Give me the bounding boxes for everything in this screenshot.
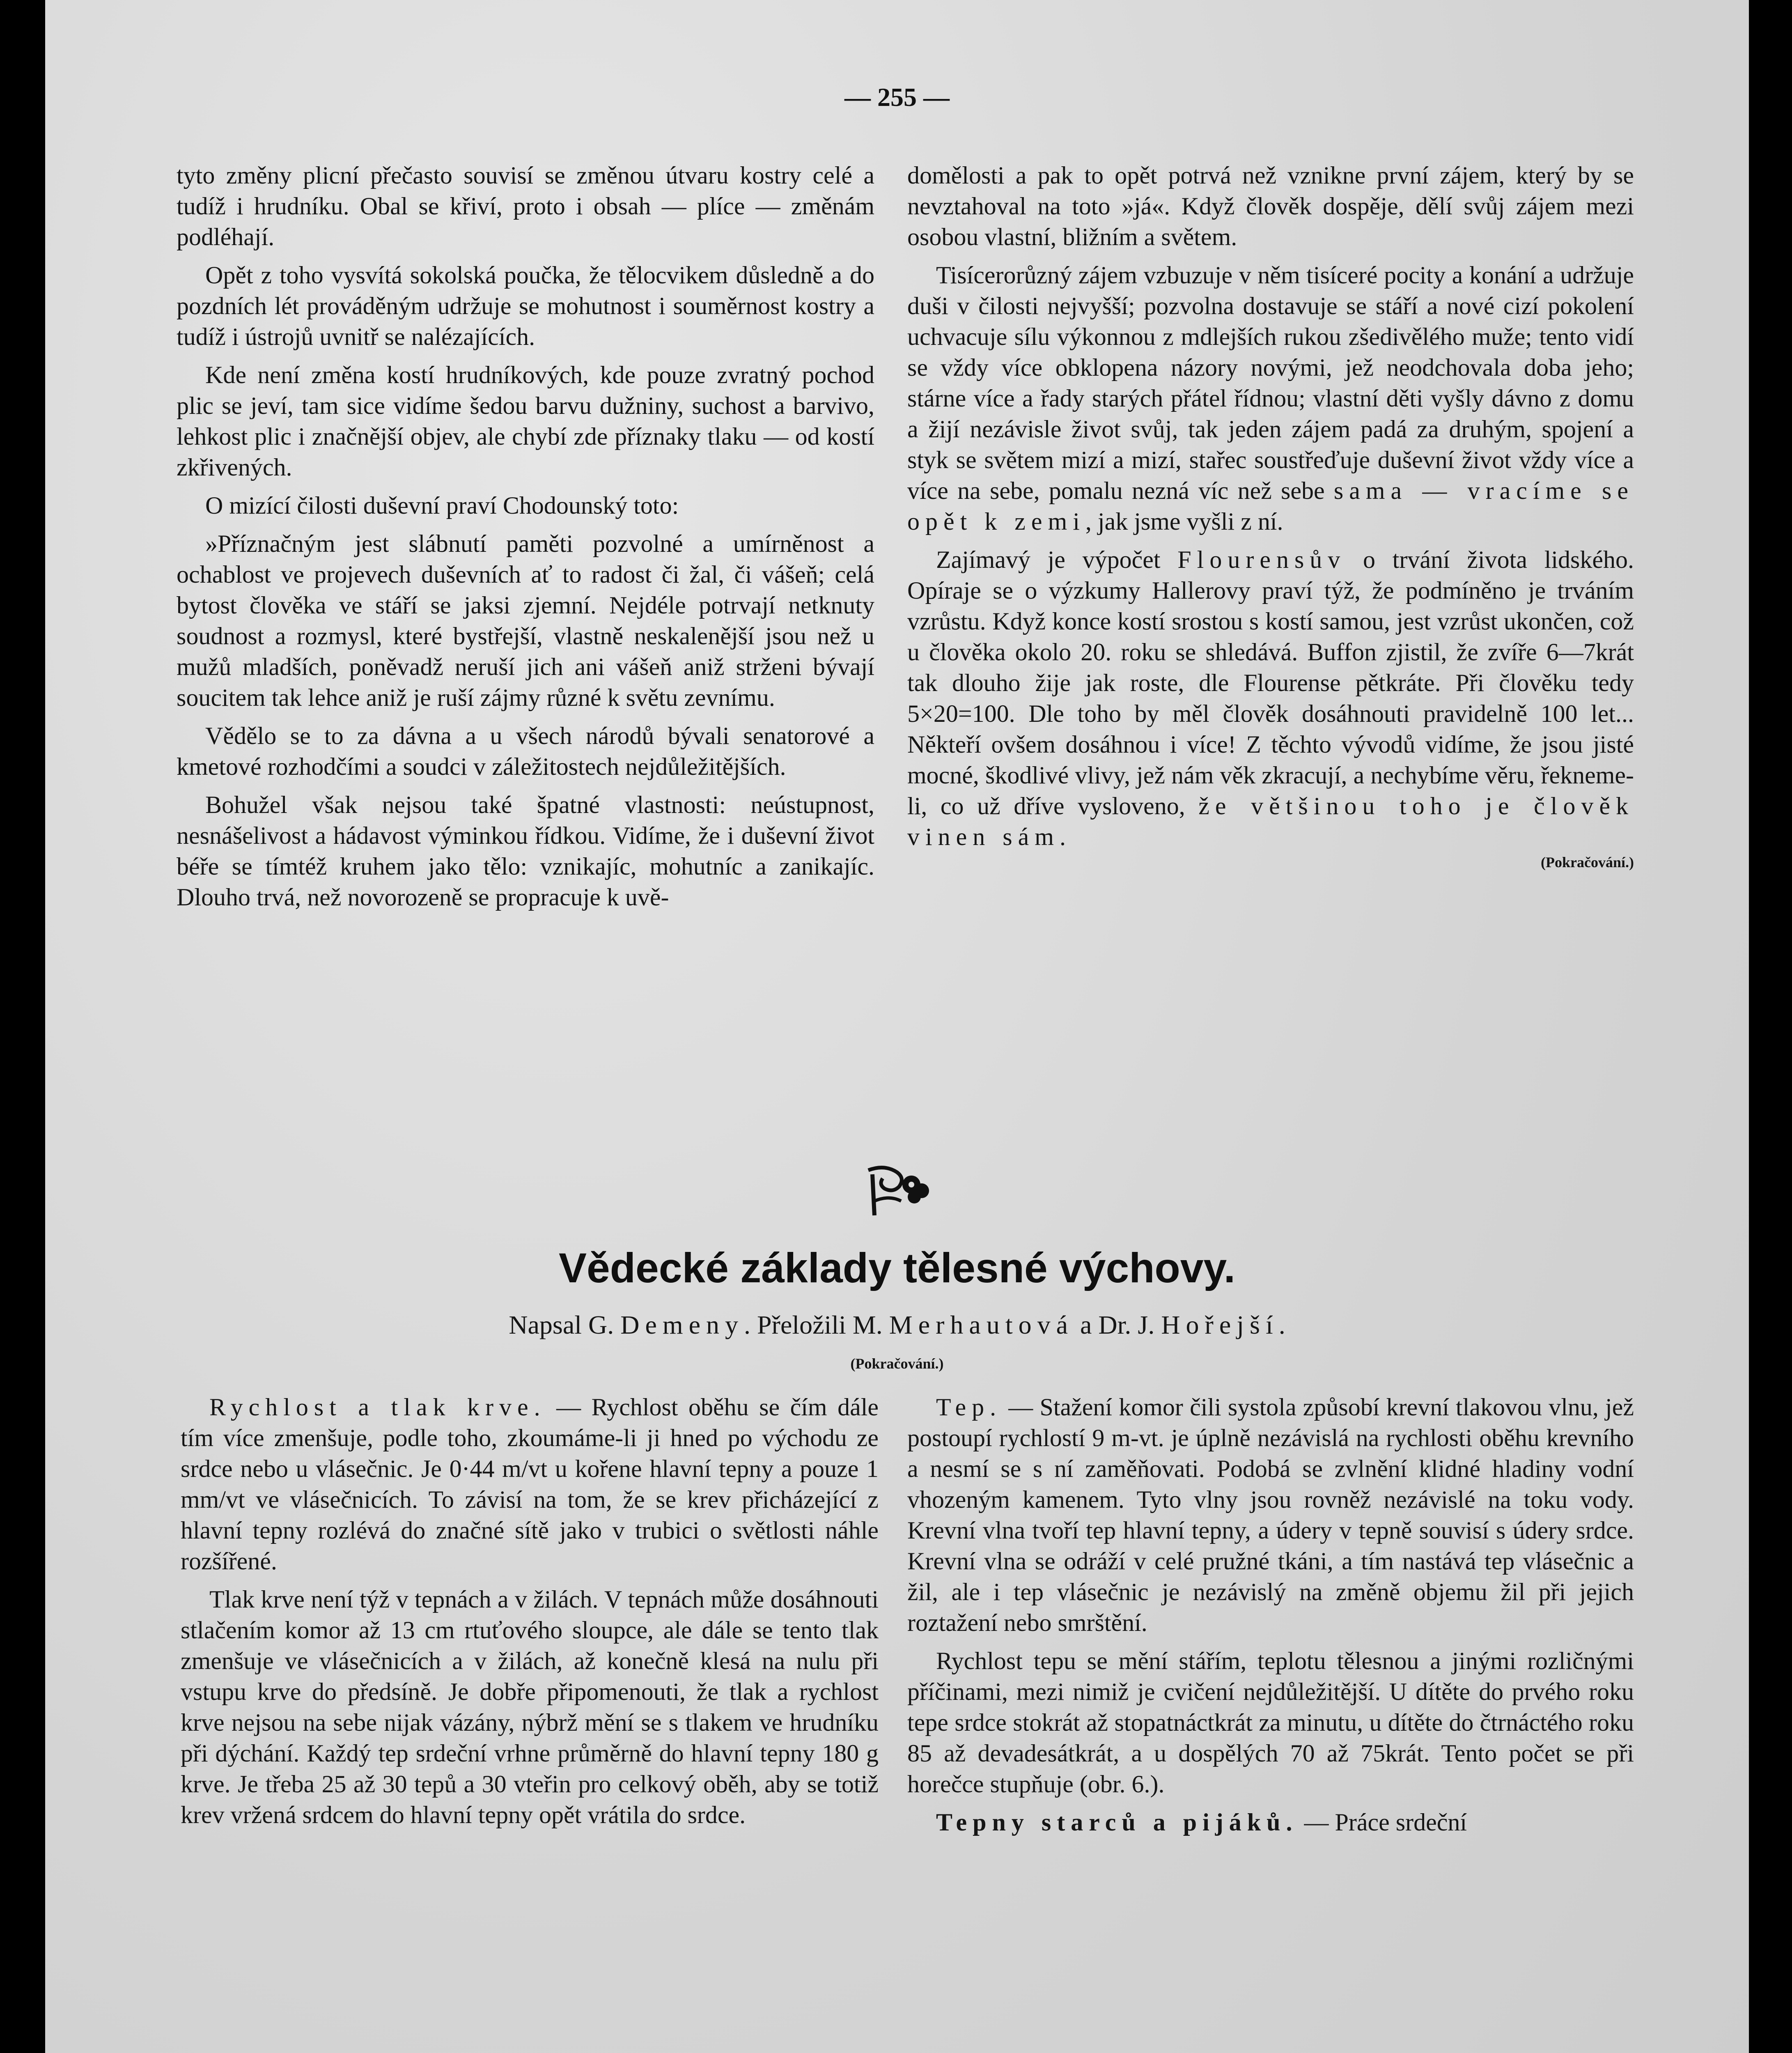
section-heading: Tepny starců a pijáků. [936, 1809, 1298, 1836]
paragraph: Tlak krve není týž v tepnách a v žilách. V tepnách může dosáhnouti stlačením komor až 13 cm rtuťového sloupce, ale dále se tento tlak zmenšuje ve vlásečnicích a v žilách, až konečně klesá na nulu při vstupu krve do předsíně. Je dobře připomenouti, že tlak a rychlost krve nejsou na sebe nijak vázány, nýbrž mění se s tlakem ve hrudníku při dýchání. Každý tep srdeční vrhne průměrně do hlavní tepny 180 g krve. Je třeba 25 až 30 tepů a 30 vteřin pro celkový oběh, aby se totiž krev vržená srdcem do hlavní tepny opět vrátila do srdce. [181, 1586, 879, 1828]
text: . Přeložili M. [744, 1310, 889, 1339]
paragraph [907, 260, 1634, 537]
paragraph: Rychlost tepu se mění stářím, teplotu tělesnou a jinými rozličnými příčinami, mezi nimiž je cvičení nejdůležitější. U dítěte do prvého roku tepe srdce stokrát až stopatnáctkrát za minutu, u dítěte do čtrnáctého roku 85 až devadesátkrát, a u dospělých 70 až 75krát. Tento počet se při horečce stupňuje (obr. 6.). [907, 1647, 1634, 1798]
text: o trvání života lidského. Opíraje se o výzkumy Hallerovy praví týž, že podmíněno je trváním vzrůstu. Když konce kostí srostou s kostí samou, jest vzrůst ukončen, což u člověka okolo 20. roku se shledává. Buffon zjistil, že zvíře 6—7krát tak dlouho žije jak roste, dle Flourense pětkráte. Při člověku tedy 5×20=100. Dle toho by měl člověk dosáhnouti pravidelně 100 let... Někteří ovšem dosáhnou i více! Z těchto vývodů vidíme, že jsou jisté mocné, škodlivé vlivy, jež nám věk zkracují, a nechybíme věru, řekneme-li, co už dříve vysloveno, [907, 546, 1634, 820]
text: Napsal G. [509, 1310, 621, 1339]
text: , jak jsme vyšli z ní. [1085, 508, 1283, 535]
paragraph [181, 1392, 879, 1577]
paragraph [907, 1807, 1634, 1838]
byline [45, 1310, 1749, 1340]
paragraph: tyto změny plicní přečasto souvisí se změnou útvaru kostry celé a tudíž i hrudníku. Obal se křiví, proto i obsah — plíce — změnám podléhají. [177, 162, 874, 250]
paragraph: Vědělo se to za dávna a u všech národů bývali senatorové a kmetové rozhodčími a soudci v záležitostech nejdůležitějších. [177, 722, 874, 780]
text: . [1278, 1310, 1285, 1339]
article1-left-column [177, 160, 874, 913]
text: Tisícerorůzný zájem vzbuzuje v něm tisíceré pocity a konání a udržuje duši v čilosti nejvyšší; pozvolna dostavuje se stáří a nové cizí pokolení uchvacuje sílu výkonnou z mdlejších rukou zšedivělého muže; tento vidí se vždy více obklopena názory novými, jež neodchovala doba jeho; stárne více a řady starých přátel řídnou; vlastní děti vyšly dávno z domu a žijí nezávisle život svůj, tak jeden zájem padá za druhým, spojení a styk se světem mizí a mizí, stařec soustřeďuje duševní život vždy více a více na sebe, pomalu nezná víc než sebe [907, 262, 1634, 504]
paragraph: domělosti a pak to opět potrvá než vznikne první zájem, který by se nevztahoval na toto »já«. Když člověk dospěje, dělí svůj zájem mezi osobou vlastní, bližním a světem. [907, 162, 1634, 250]
paragraph: Bohužel však nejsou také špatné vlastnosti: neústupnost, nesnášelivost a hádavost výminkou řídkou. Vidíme, že i duševní život béře se tímtéž kruhem jako tělo: vznikajíc, mohutníc a zanikajíc. Dlouho trvá, než novorozeně se propracuje k uvě- [177, 791, 874, 911]
spaced-text: že většinou toho je člověk vinen sám [907, 792, 1634, 850]
spaced-text: sama — vracíme se opět k zemi [907, 477, 1634, 535]
article-title: Vědecké základy tělesné výchovy. [558, 1245, 1236, 1291]
text: a Dr. J. [1074, 1310, 1161, 1339]
text: Zajímavý je výpočet [936, 546, 1178, 573]
quote-paragraph: »Příznačným jest slábnutí paměti pozvolné a umírněnost a ochablost ve projevech duševních ať to radost či žal, či vášeň; celá bytost člověka ve stáří se jaksi zjemní. Nejdéle potrvají netknuty soudnost a rozmysl, které bystřejší, vlastně neskalenější jsou než u mužů mladších, poněvadž neruší jich ani vášeň aniž strženi bývají soucitem tak lehce aniž je ruší zájmy různé k světu zevnímu. [177, 530, 874, 711]
text: — Stažení komor čili systola způsobí krevní tlakovou vlnu, jež postoupí rychlostí 9 m-vt. je úplně nezávislá na rychlosti oběhu krevního a nesmí se s ní zaměňovati. Podobá se zvlnění klidné hladiny vodní vhozeným kamenem. Tyto vlny jsou rovněž nezávislé na toku vody. Krevní vlna tvoří tep hlavní tepny, a údery v tepně souvisí s údery srdce. Krevní vlna se odráží v celé pružné tkáni, a tím nastává tep vlásečnic a žil, ale i tep vlásečnic je nezávislý na změně objemu žil při jejich roztažení nebo smrštění. [907, 1394, 1634, 1636]
text: . [1059, 823, 1066, 850]
continued-note: (Pokračování.) [1541, 854, 1634, 870]
page [45, 0, 1749, 2053]
article2-left-column [181, 1392, 879, 1830]
paragraph: O mizící čilosti duševní praví Chodounský toto: [205, 492, 679, 519]
author-name: Demeny [620, 1310, 744, 1339]
article2-right-column [907, 1392, 1634, 1838]
continued-header: (Pokračování.) [850, 1355, 944, 1372]
spaced-text: Flourensův [1177, 546, 1346, 573]
section-heading: Tep. [936, 1394, 1002, 1421]
paragraph: Opět z toho vysvítá sokolská poučka, že tělocvikem důsledně a do pozdních lét prováděným udržuje se mohutnost i souměrnost kostry a tudíž i ústrojů uvnitř se nalézajících. [177, 262, 874, 350]
paragraph [907, 544, 1634, 852]
floral-ornament-icon [860, 1162, 934, 1219]
text: — Rychlost oběhu se čím dále tím více zmenšuje, podle toho, zkoumáme-li ji hned po východu ze srdce nebo u vlásečnic. Je 0·44 m/vt u kořene hlavní tepny a pouze 1 mm/vt ve vlásečnicích. To závisí na tom, že se krev přicházející z hlavní tepny rozlévá do značné sítě jako v trubici o světlosti náhle rozšířené. [181, 1394, 879, 1575]
text: — Práce srdeční [1298, 1809, 1467, 1836]
page-number: — 255 — [844, 83, 950, 112]
paragraph [907, 1392, 1634, 1638]
translator-name: Hořejší [1161, 1310, 1279, 1339]
article1-right-column [907, 160, 1634, 871]
paragraph: Kde není změna kostí hrudníkových, kde pouze zvratný pochod plic se jeví, tam sice vidíme šedou barvu dužniny, suchost a barvivo, lehkost plic i značnější objev, ale chybí zde příznaky tlaku — od kostí zkřivených. [177, 361, 874, 481]
section-heading: Rychlost a tlak krve. [209, 1394, 546, 1421]
translator-name: Merhautová [889, 1310, 1074, 1339]
